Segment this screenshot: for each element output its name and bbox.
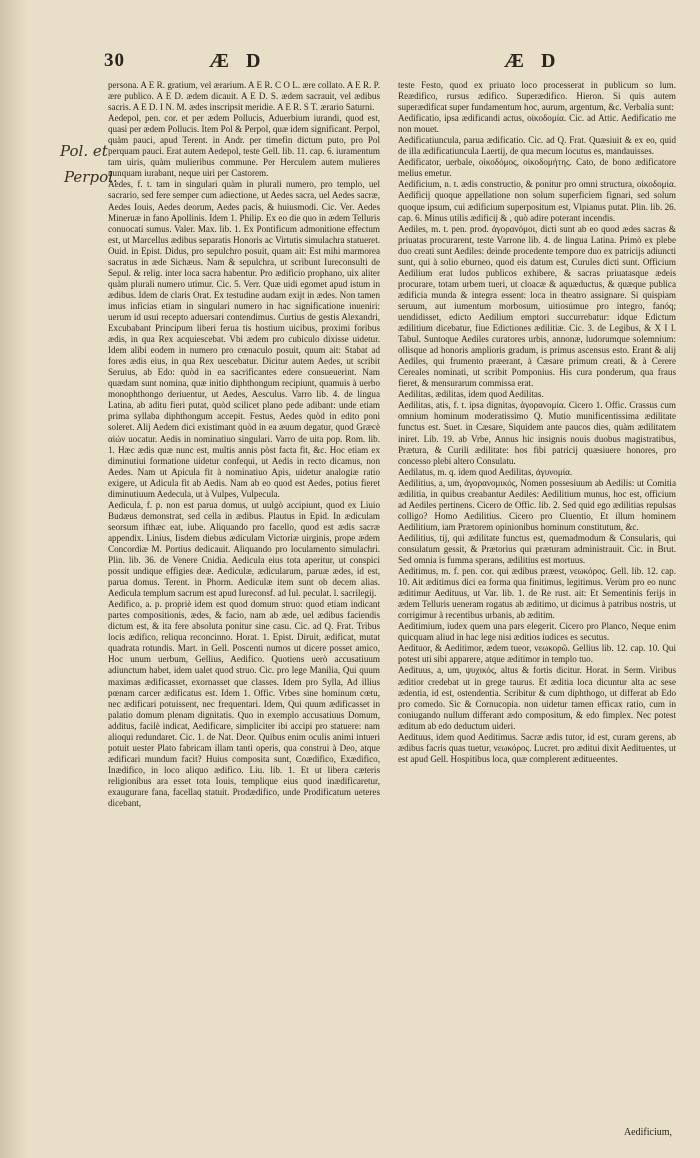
entry-aedilatus: Aedilatus, m. q. idem quod Aedilitas, ἀγυνομία.: [398, 466, 573, 477]
page-binding-shadow: [0, 0, 28, 1158]
entry-aedificator: Aedificator, uerbale, οἰκοδόμος, οἰκοδομήτης. Cato, de bono ædificatore melius emetur.: [398, 157, 676, 179]
right-column: [398, 80, 676, 765]
entry-aedificatio: Aedificatio, ipsa ædificandi actus, οἰκοδομία. Cic. ad Attic. Aedificatio me non mouet.: [398, 113, 676, 135]
entry-aedilitas-short: Aedilitas, ædilitas, idem quod Aedilitas.: [398, 389, 544, 400]
running-head-left: Æ D: [209, 50, 267, 72]
entry-aedificium: Aedificium, n. t. ædis constructio, & ponitur pro omni structura, οἰκοδομία. Aedificij quoque appellatione non solum superficiem fignari, sed solum quoque ipsum, cui ædificium superpositum est, Vlpianus putat. Plin. lib. 26. cap. 6. Minus utilis ædificij & , quò adire poterant incendis.: [398, 179, 676, 223]
entry-aedituus: Aedituus, idem quod Aeditimus. Sacræ ædis tutor, id est, curam gerens, ab ædibus facris quas tuetur, νεωκόρος. Lucret. pro æditui dixit Aedituentes, ut est apud Gell. Hospitibus loca, quæ complerent æditueentes.: [398, 731, 676, 764]
entry-abbreviations: persona. A E R. gratium, vel ærarium. A E R. C O L. ære collato. A E R. P. ære publico. A E D. ædem dicauit. A E D. S. ædem sacrauit, vel ædibus sacris. A E D. I N. M. ædes inscripsit meridie. A E R. S T. ærario Saturni.: [108, 80, 380, 113]
entry-aedituor: Aedituor, & Aeditimor, ædem tueor, νεωκορῶ. Gellius lib. 12. cap. 10. Qui potest uti sibi apparere, atque æditimor in templo tuo.: [398, 643, 676, 665]
page-header: [104, 50, 660, 76]
catchword: Aedificium,: [623, 1127, 672, 1138]
entry-festo: teste Festo, quod ex priuato loco processerat in publicum so lum. Reædifico, rursus ædifico. Superædifico. Hieron. Si quis autem superædificat super fundamentum hoc, aurum, argentum, &c. Verbalia sunt:: [398, 80, 676, 113]
entry-aedilitius-noun: Aedilitius, tij, qui ædilitate functus est, quemadmodum & Consularis, qui consulatum gessit, & Prætorius qui præturam administrauit. Cic. in Brut. Sed omnia is fumma sperans, ædilitius est mortuus.: [398, 532, 676, 566]
entry-aedepol: Aedepol, pen. cor. et per ædem Pollucis, Aduerbium iurandi, quod est, quasi per ædem Pollucis. Item Pol & Perpol, quæ idem significant. Perpol, quàm pauci, apud Terent. in Andr. per timefin dictum puto, pro Pol perquam pauci. Erat autem Aedepol, teste Gell. lib. 11. cap. 6. iuramentum tam uiris, quàm mulieribus commune. Per Herculem autem mulieres nunquam iurabant, neque uiri per Castorem.: [108, 113, 380, 179]
page-number: 30: [104, 50, 125, 71]
entry-aeditimus: Aeditimus, m. f. pen. cor. qui ædibus præest, νεωκόρος. Gell. lib. 12. cap. 10. Ait æditimus dici ea forma qua finitimus, legitimus. Verùm pro eo nunc æditimur Aedituus, ut Var. lib. 1. de Re rust. ait: Et Sementinis ferijs in ædem Telluris ueneram rogatus ab æditimo, ut dicimus à patribus nostris, ut corrigimur à recentibus urbanis, ab æditim.: [398, 566, 676, 621]
entry-aedilitius-adj: Aedilitius, a, um, ἀγορανομικός, Nomen possesiuum ab Aedilis: ut Comitia ædilitia, in quibus creabantur Aediles: Aedilitium munus, hoc est, officium ad Aediles pertinens. Cicero de Offic. lib. 2. Sed quid ego ædilitias repulsas colligo? Homo Aedilitius. Cicero pro Cluentio, Et illum hominem Aedilitium, iam Prætorem opinionibus hominum constitutum, &c.: [398, 477, 676, 532]
entry-aedilitas: Aedilitas, atis, f. t. ipsa dignitas, ἀγορανομία. Cicero 1. Offic. Crassus cum omnium hominum moderatissimo Q. Mutio munificentissima ædilitate functus est. Suet. in Cæsare, Siquidem ante paucos dies, quàm ædilitatem iniret. Lib. 19. ab Vrbe, Annus hic insignis nouis duobus magistratibus, Prætura, & Curili ædilitate: hos fibi patricij quæsiuere honores, pro concesso plebi altero Consulatu.: [398, 400, 676, 466]
entry-aedituus-adj: Aedituus, a, um, ψυχικός, altus & fortis dicitur. Horat. in Serm. Viribus æditior credebat ut in grege taurus. Et æditia loca dicuntur alta ac sese ædentia, id est, ostendentia. Scribitur & cum diphthogo, ut differat ab Edo pro comedo. Sic & Cornucopia. non uidetur tamen efficax ratio, cum in coniugando nullum differant ædo compositum, & edo fimplex. Nec potest æditum ab edo deductum uideri.: [398, 665, 676, 731]
margin-note-perpol: Perpol.: [64, 168, 118, 186]
entry-aedicula: Aedicula, f. p. non est parua domus, ut uulgò accipiunt, quod ex Liuio Budæus demonstrat, sed cella in ædibus. Plautus in Epid. In ædiculam seorsum ifthæc eat, iube. Aliquando pro facello, quod est ædis sacræ appendix. Linius, Iisdem diebus ædiculam Victoriæ uirginis, prope ædem Concordiæ M. Portius dedicauit. Aliquando pro loculamento simulachri. Plin. lib. 36. de Venere Cnidia. Aedicula eius tota aperitur, ut conspici possit undique effigies deæ. Aediculæ, ædicularum, paruæ ædes, id est, parua domus. Terent. in Phorm. Aediculæ item sunt ob decem alias. Aedicula templum sacrum est apud Iureconsf. ad Iul. peculat. l. sacrilegij.: [108, 499, 380, 599]
margin-note-pol: Pol. et: [60, 142, 108, 160]
entry-aedifico: Aedifico, a. p. propriè idem est quod domum struo: quod etiam indicant partes compositionis, ædes, & facio, nam ab æde, uel ædibus faciendis dictum est, & ita fere absoluta ponitur sine casu. Cic. ad Q. Frat. Tribus locis ædifico, reliqua reconcinno. Horat. 1. Epist. Diruit, ædificat, mutat quadrata rotundis. Mart. in Gell. Poscenti numos ut dicere posset amico, Hoc unum uerbum, Gellius, Aedifico. Quotiens uerò accusatiuum adiunctum habet, idem ualet quod struo. Cic. pro lege Manilia, Qui quum maximas ædificasset, exornasset que classes. Idem pro Sylla, Ad illius pœnam carcer ædificatus est. Idem 1. Offic. Vrbes sine hominum cœtu, nec ædificari potuissent, nec frequentari. Idem, Qui quum ædificasset in palatio domum plenam dignitatis. Quo in exemplo accusatiuus Domum, additus, facilè indicat, Aedificare, simpliciter ibi accipi pro statuere: nam alioqui redundaret. Cic. 1. de Nat. Deor. Quibus enim oculis animi intueri potuit uester Plato fabricam illam tanti operis, qua construi à Deo, atque ædificari mundum facit? Huius composita sunt, Coædifico, Exædifico, Inædifico, in loco aliquo ædifico. Liu. lib. 1. Et ut libera cæteris religionibus ara esset tota Iouis, templique eius quod inædificaretur, exaugurare fana, facellaq statuit. Prodædifico, unde Prodificatum ueteres dicebant,: [108, 599, 380, 809]
entry-aeditimium: Aeditimium, iudex quem una pars elegerit. Cicero pro Planco, Neque enim quicquam aliud in hac lege nisi æditios iudices es secutus.: [398, 621, 676, 643]
entry-aedificatiuncula: Aedificatiuncula, parua ædificatio. Cic. ad Q. Frat. Quæsiuit & ex eo, quid de illa ædificatiuncula Laertij, de qua mecum locutus es, mandauisses.: [398, 135, 676, 157]
running-head-right: Æ D: [504, 50, 562, 72]
entry-aedes: Aedes, f. t. tam in singulari quàm in plurali numero, pro templo, uel sacrario, sed fere semper cum adiectione, ut Aedes sacra, uel Aedes sacræ, Aedes Iouis, Aedes deorum, Aedes pacis, & huiusmodi. Cic. Ver. Aedes Mineruæ in fano Apollinis. Idem 1. Philip. Ex eo die quo in ædem Telluris conuocati sumus. Valer. Max. lib. 1. Ex Pontificum admonitione effectum est, ut Marcellus ædibus separatis Honoris ac Virtutis simulachra statueret. Ouid. in Epist. Didus, pro sepulchro posuit, quam ait: Est mihi marmorea sacratus in æde Sichæus. Nam & sepulchra, ut scribunt Iureconsulti de Sepul. & relig. inter loca sacra habentur. Pro ædificio prophano, uix aliter quàm plurali numero utimur. Cic. 5. Verr. Quæ uidi egomet apud istum in ædibus. Idem de claris Orat. Ex testudine audam exijt in ædes. Non tamen imus inficias etiam in singulari numero in hac significatione inueniri: uerum id usui recepto aduersari contendimus. Curtius de gestis Alexandri, Excubabant Principum liberi ferua tis hostium uicibus, proximi foribus ædis, in qua Rex acquiescebat. Vbi ædem pro cubiculo dixisse uidetur. Idem alibi eodem in numero pro cœnaculo posuit, quum ait: Stabat ad fores ædis eius, in qua Rex uescebatur. Dicitur autem Aedes, ut scribit Seruius, ab Edo: quòd in ea sacrificantes edere consueuerint. Nam quædam sunt nomina, quæ initio diphthongum recipiunt, quamuis à uerbo monophthongo deriuentur, ut Aedes, Aesculus. Varro lib. 4. de lingua Latina, ab aditu fieri putat, quòd scilicet plano pede adibant: unde etiam prima syllaba diphthongum accepit. Festus, Aedes quòd in edito poni soleret. Alij Aedem dici existimant quòd in ea æuum degatur, quod Græcè αἰών uocatur. Aedis in nominatiuo singulari. Varro de uita pop. Rom. lib. 1. Hæc ædis quæ nunc est, multis annis pòst facta fit, &c. Hoc etiam ex diminutiui formatione uidetur confequi, ut Aedis in recto dicamus, non Aedes. Nam ut Apicula fit à nominatiuo Apis, uidetur analogiæ ratio exigere, ut Adicula fit ab Aedis. Nam ab eo quod est Aedes, potius fieret diminutiuum Aedecula, ut à Vulpes, Vulpecula.: [108, 179, 380, 499]
entry-aediles: Aediles, m. t. pen. prod. ἀγορανόμοι, dicti sunt ab eo quod ædes sacras & priuatas procurarent, teste Varrone lib. 4. de lingua Latina. Primò ex plebe duo creati sunt Aediles: deinde procedente tempore duo ex patricijs adiuncti sunt, qui à solio eburneo, quod eis datum est, Curules dicti sunt. Officium Aedilium erat ludos publicos exhibere, & sacras priuatasque ædeis procurare, totam urbem tueri, ut cloacæ & aquæductus, & quæque publica ædificia munda & integra essent: loca in theatro assignare. Si quispiam seruum, aut iumentum morbosum, uitiosúmue pro integro, fanóq; uendidisset, edicto Aedilium emptori succurrebatur: idque Edictum ædilitium dicebatur, fiue Edictiones ædilitiæ. Cic. 3. de Legibus, & X I I. Tabul. Suntoque Aediles curatores urbis, annonæ, ludorumque solemnium: ollisque ad honoris amplioris gradum, is primus ascensus esto. Erant & alij Aediles, qui frumento præerant, à Cæsare primum creati, & à Cerere Cereales nominati, ut scribit Pomponius. His cura ponderum, qua fraus fieret, & mensurarum commissa erat.: [398, 223, 676, 389]
left-column: [108, 80, 380, 809]
